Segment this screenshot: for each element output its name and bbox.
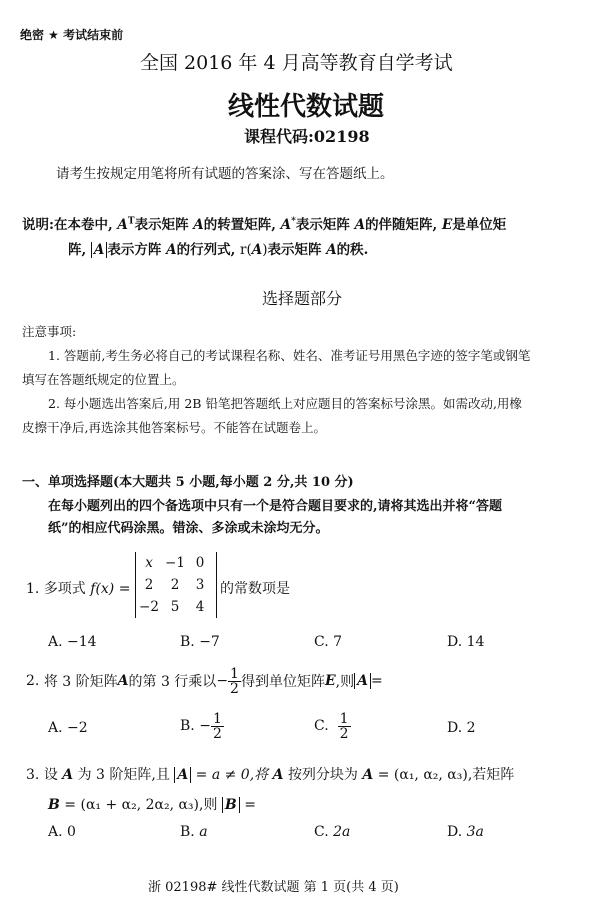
option-value: −14 xyxy=(67,634,97,650)
instruction-text: 请考生按规定用笔将所有试题的答案涂、写在答题纸上。 xyxy=(56,166,394,182)
q2-number: 2. xyxy=(26,673,40,689)
symbol-det-A: A xyxy=(174,767,191,783)
q1-tail: 的常数项是 xyxy=(220,581,290,597)
symbol-A: A xyxy=(280,217,292,233)
fraction-numerator: 1 xyxy=(212,710,222,727)
subject-title: 线性代数试题 xyxy=(228,92,385,122)
symbol-A: A xyxy=(251,242,263,258)
note-label: 说明: xyxy=(22,217,54,233)
q2-option-b xyxy=(180,708,224,744)
q2-text: 将 3 阶矩阵 xyxy=(43,674,118,690)
course-code-label: 课程代码: xyxy=(244,127,314,146)
note-text: 表示矩阵 xyxy=(134,217,189,233)
symbol-A: A xyxy=(117,673,129,689)
notice-item2a: 2. 每小题选出答案后,用 2B 铅笔把答题纸上对应题目的答案标号涂黑。如需改动,用橡 xyxy=(48,396,522,411)
q2-stem xyxy=(26,666,383,696)
matrix-cell: 4 xyxy=(195,599,205,615)
q3-text: = (α₁ + α₂, 2α₂, α₃),则 xyxy=(64,797,218,813)
option-minus: − xyxy=(199,718,211,734)
option-value: −7 xyxy=(199,634,220,650)
option-label: D. xyxy=(447,634,463,650)
symbol-close: ) xyxy=(262,242,268,258)
q2-text: 得到单位矩阵 xyxy=(240,674,325,690)
option-label: B. xyxy=(180,824,195,840)
exam-title: 全国 2016 年 4 月高等教育自学考试 xyxy=(140,52,453,74)
matrix-cell: 2 xyxy=(144,577,154,593)
q1-matrix-grid xyxy=(136,552,216,618)
q3-line2 xyxy=(48,794,256,814)
q3-equals: = xyxy=(244,797,256,813)
notice-item1a: 1. 答题前,考生务必将自己的考试课程名称、姓名、准考证号用黑色字迹的签字笔或钢笔 xyxy=(48,348,531,363)
matrix-cell: −1 xyxy=(165,555,185,571)
note-line1 xyxy=(22,213,506,233)
q1-stem xyxy=(26,578,130,598)
q3-text: 为 3 阶矩阵,且 xyxy=(77,767,170,783)
note-text: 表示方阵 xyxy=(107,242,162,258)
option-fraction xyxy=(338,712,351,741)
secret-label: 绝密 ★ 考试结束前 xyxy=(20,28,124,42)
option-label: C. xyxy=(314,824,329,840)
symbol-T: T xyxy=(127,216,135,227)
symbol-B: B xyxy=(48,797,60,813)
q2-text: 的第 3 行乘以 xyxy=(128,674,217,690)
q1-text: 多项式 xyxy=(43,581,86,597)
matrix-cell: 3 xyxy=(195,577,205,593)
symbol-star: * xyxy=(291,216,296,227)
q2-minus: − xyxy=(216,673,229,689)
q1-option-d xyxy=(447,634,484,650)
symbol-det-A: A xyxy=(354,673,371,689)
option-fraction xyxy=(211,712,224,741)
option-label: C. xyxy=(314,634,329,650)
course-code xyxy=(244,124,370,147)
q3-text: 按列分块为 xyxy=(287,767,358,783)
matrix-cell: x xyxy=(145,555,153,571)
note-text: 在本卷中, xyxy=(53,217,113,233)
symbol-det-A: A xyxy=(91,242,107,258)
q2-text: ,则 xyxy=(335,674,355,690)
symbol-A: A xyxy=(62,767,74,783)
option-label: A. xyxy=(48,720,63,736)
q3-stem xyxy=(26,764,514,784)
option-value: 0 xyxy=(67,824,76,840)
q1-number: 1. xyxy=(26,581,40,597)
option-label: B. xyxy=(180,634,195,650)
q2-option-d xyxy=(447,720,476,736)
q1-option-b xyxy=(180,634,220,650)
symbol-A: A xyxy=(193,217,204,233)
symbol-A: A xyxy=(117,217,128,233)
notice-item2b: 皮擦干净后,再选涂其他答案标号。不能答在试题卷上。 xyxy=(22,420,326,435)
q3-text: = (α₁, α₂, α₃),若矩阵 xyxy=(377,767,515,783)
option-label: D. xyxy=(447,824,463,840)
note-text: 阵, xyxy=(68,242,87,258)
symbol-det-B: B xyxy=(222,797,240,813)
part1-desc1: 在每小题列出的四个备选项中只有一个是符合题目要求的,请将其选出并将“答题 xyxy=(48,499,503,514)
note-text: 的秩. xyxy=(336,242,369,258)
q2-option-a xyxy=(48,720,88,736)
q3-option-a xyxy=(48,824,76,840)
fraction-denominator: 2 xyxy=(230,680,239,697)
option-label: B. xyxy=(180,718,195,734)
symbol-A: A xyxy=(326,242,337,258)
symbol-A: A xyxy=(166,242,177,258)
symbol-E: E xyxy=(324,673,336,689)
symbol-E: E xyxy=(441,217,453,233)
notice-label: 注意事项: xyxy=(22,324,77,339)
q3-option-c xyxy=(314,824,350,840)
option-label: C. xyxy=(314,718,329,734)
option-value: 2a xyxy=(333,824,351,840)
fraction-numerator: 1 xyxy=(230,665,239,682)
option-value: a xyxy=(199,824,208,840)
note-line2 xyxy=(68,238,368,258)
q3-text: 设 xyxy=(43,767,58,783)
note-text: 表示矩阵 xyxy=(295,217,350,233)
q3-option-b xyxy=(180,824,208,840)
option-value: 2 xyxy=(466,720,476,736)
note-text: 表示矩阵 xyxy=(267,242,322,258)
option-label: D. xyxy=(447,720,463,736)
fraction-denominator: 2 xyxy=(212,725,222,742)
option-value: −2 xyxy=(67,720,88,736)
option-value: 3a xyxy=(466,824,484,840)
option-value: 14 xyxy=(466,634,485,650)
matrix-cell: 0 xyxy=(195,555,205,571)
fraction-denominator: 2 xyxy=(339,725,349,742)
q1-option-c xyxy=(314,634,342,650)
note-text: 的伴随矩阵, xyxy=(365,217,438,233)
matrix-cell: 2 xyxy=(170,577,180,593)
part1-heading: 一、单项选择题(本大题共 5 小题,每小题 2 分,共 10 分) xyxy=(22,475,354,490)
q1-determinant xyxy=(135,552,217,618)
q3-text: = a ≠ 0,将 xyxy=(195,767,269,783)
notice-item1b: 填写在答题纸规定的位置上。 xyxy=(22,372,185,387)
fraction-numerator: 1 xyxy=(339,710,349,727)
course-code-value: 02198 xyxy=(313,127,370,146)
q1-option-a xyxy=(48,634,97,650)
note-text: 的行列式, xyxy=(176,242,236,258)
part1-desc2: 纸”的相应代码涂黑。错涂、多涂或未涂均无分。 xyxy=(48,521,329,536)
page-footer: 浙 02198# 线性代数试题 第 1 页(共 4 页) xyxy=(148,880,399,895)
q1-fx: f(x) = xyxy=(90,581,131,597)
symbol-A: A xyxy=(272,767,284,783)
option-label: A. xyxy=(48,824,63,840)
matrix-cell: −2 xyxy=(139,599,159,615)
q3-number: 3. xyxy=(26,767,40,783)
q3-option-d xyxy=(447,824,484,840)
note-text: 是单位矩 xyxy=(452,217,507,233)
symbol-A: A xyxy=(354,217,366,233)
note-text: 的转置矩阵, xyxy=(203,217,276,233)
section-title: 选择题部分 xyxy=(262,289,343,308)
symbol-r: r( xyxy=(239,242,252,258)
option-label: A. xyxy=(48,634,63,650)
symbol-A: A xyxy=(362,767,374,783)
q2-fraction xyxy=(228,667,241,696)
q2-equals: = xyxy=(370,673,383,689)
option-value: 7 xyxy=(333,634,343,650)
matrix-cell: 5 xyxy=(170,599,180,615)
q2-option-c xyxy=(314,708,351,744)
